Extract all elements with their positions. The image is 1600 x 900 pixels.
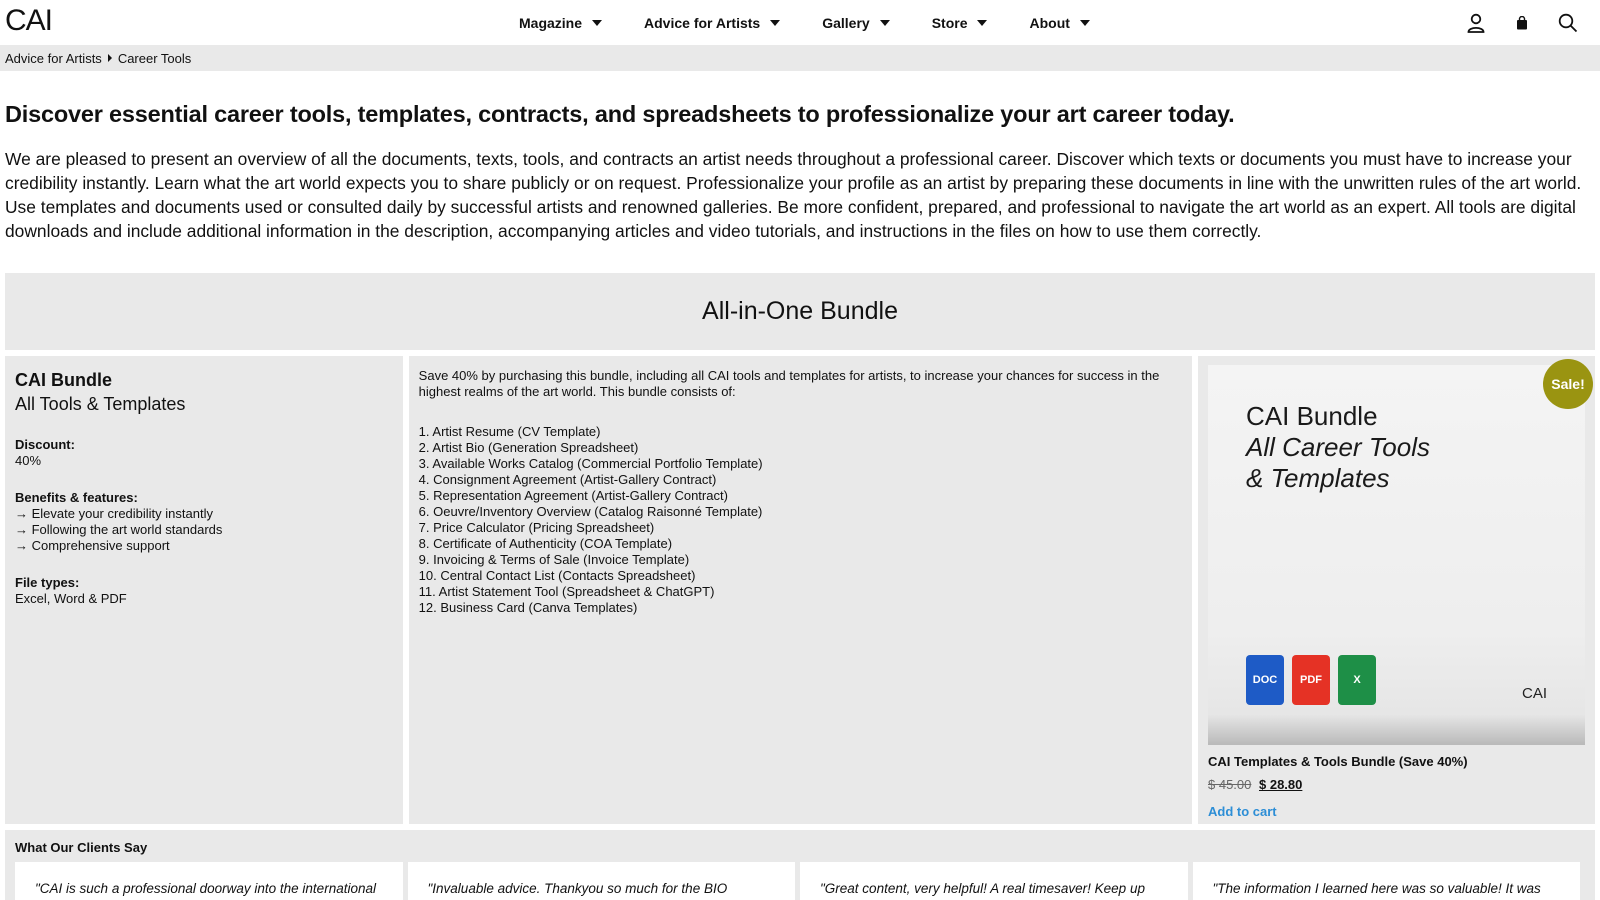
site-header — [0, 0, 1600, 45]
file-type-icons — [1246, 655, 1384, 705]
benefits-label: Benefits & features: — [15, 490, 138, 505]
benefit-item: → Comprehensive support — [15, 538, 170, 553]
nav-advice-label: Advice for Artists — [644, 14, 761, 31]
benefit-item: → Following the art world standards — [15, 522, 223, 537]
list-item: 4. Consignment Agreement (Artist-Gallery Contract) — [418, 472, 717, 487]
product-image[interactable] — [1208, 365, 1585, 745]
testimonials-row — [15, 862, 1585, 900]
bundle-section-title-text: All-in-One Bundle — [702, 297, 898, 325]
bundle-name: CAI Bundle — [15, 370, 112, 390]
discount-label: Discount: — [15, 437, 75, 452]
nav-magazine-label: Magazine — [519, 14, 583, 31]
nav-store-label: Store — [931, 14, 968, 31]
breadcrumb — [0, 45, 1600, 71]
testimonial-card: "CAI is such a professional doorway into the international — [15, 862, 403, 900]
testimonials-title: What Our Clients Say — [15, 840, 148, 855]
chevron-down-icon — [977, 20, 987, 26]
doc-icon: DOC — [1246, 655, 1284, 705]
product-prices — [1208, 777, 1585, 792]
chevron-down-icon — [770, 20, 780, 26]
bundle-description-text: Save 40% by purchasing this bundle, including all CAI tools and templates for artists, to increase your chances for success in the highest realms of the art world. This bundle consists of: — [418, 368, 1160, 399]
filetypes-value: Excel, Word & PDF — [15, 591, 127, 606]
user-icon[interactable] — [1462, 9, 1490, 37]
list-item: 10. Central Contact List (Contacts Spreadsheet) — [418, 568, 696, 583]
nav-gallery[interactable] — [822, 15, 889, 31]
main-nav — [519, 0, 1132, 45]
product-image-title-line: & Templates — [1246, 463, 1390, 493]
bundle-row — [5, 356, 1595, 824]
discount-value: 40% — [15, 453, 42, 468]
list-item: 12. Business Card (Canva Templates) — [418, 600, 638, 615]
excel-icon: X — [1338, 655, 1376, 705]
bag-icon[interactable] — [1508, 9, 1536, 37]
benefit-item: → Elevate your credibility instantly — [15, 506, 213, 521]
list-item: 3. Available Works Catalog (Commercial Portfolio Template) — [418, 456, 763, 471]
bundle-items-list — [419, 424, 1182, 616]
site-logo[interactable]: CAI — [5, 4, 53, 37]
list-item: 6. Oeuvre/Inventory Overview (Catalog Raisonné Template) — [418, 504, 763, 519]
list-item: 7. Price Calculator (Pricing Spreadsheet) — [418, 520, 655, 535]
list-item: 1. Artist Resume (CV Template) — [418, 424, 601, 439]
intro-paragraph: We are pleased to present an overview of all the documents, texts, tools, and contracts an artist needs throughout a professional career. Discover which texts or documents you must have to increase your credibility instantly. Learn what the art world expects you to share publicly or on request. Professionalize your profile as an artist by preparing these documents in line with the unwritten rules of the art world. Use templates and documents used or consulted daily by successful artists and renowned galleries. Be more confident, prepared, and professional to navigate the art world as an expert. All tools are digital downloads and include additional information in the description, accompanying articles and video tutorials, and instructions in the files on how to use them correctly. — [5, 149, 1582, 241]
search-icon[interactable] — [1554, 9, 1582, 37]
testimonial-card: "Invaluable advice. Thankyou so much for the BIO — [408, 862, 796, 900]
list-item: 2. Artist Bio (Generation Spreadsheet) — [418, 440, 639, 455]
bundle-section-title — [5, 273, 1595, 350]
nav-about-label: About — [1029, 14, 1070, 31]
page-title: Discover essential career tools, templates, contracts, and spreadsheets to professionalize your art career today. — [5, 101, 1235, 127]
bundle-summary — [5, 356, 403, 824]
breadcrumb-separator-icon — [108, 54, 112, 62]
bundle-description — [409, 356, 1192, 824]
bundle-subtitle: All Tools & Templates — [15, 394, 186, 414]
new-price: $ 28.80 — [1259, 777, 1303, 792]
nav-advice-for-artists[interactable] — [644, 15, 780, 31]
list-item: 5. Representation Agreement (Artist-Gallery Contract) — [418, 488, 728, 503]
product-card — [1198, 356, 1595, 824]
chevron-down-icon — [592, 20, 602, 26]
testimonial-card: "The information I learned here was so valuable! It was — [1193, 862, 1581, 900]
add-to-cart-button[interactable]: Add to cart — [1208, 804, 1277, 819]
sale-badge: Sale! — [1543, 359, 1593, 409]
testimonials-section — [5, 830, 1595, 900]
list-item: 9. Invoicing & Terms of Sale (Invoice Template) — [418, 552, 690, 567]
nav-gallery-label: Gallery — [822, 14, 870, 31]
product-image-title-line: All Career Tools — [1246, 432, 1431, 462]
product-image-brand: CAI — [1521, 685, 1547, 702]
product-image-title-line: CAI Bundle — [1246, 401, 1378, 431]
header-actions — [1462, 0, 1600, 45]
breadcrumb-career-tools[interactable]: Career Tools — [117, 50, 192, 66]
nav-magazine[interactable] — [519, 15, 602, 31]
chevron-down-icon — [880, 20, 890, 26]
list-item: 11. Artist Statement Tool (Spreadsheet & ChatGPT) — [418, 584, 715, 599]
list-item: 8. Certificate of Authenticity (COA Template) — [418, 536, 673, 551]
product-name[interactable]: CAI Templates & Tools Bundle (Save 40%) — [1208, 754, 1468, 769]
filetypes-label: File types: — [15, 575, 80, 590]
nav-store[interactable] — [932, 15, 988, 31]
testimonial-card: "Great content, very helpful! A real timesaver! Keep up — [800, 862, 1188, 900]
old-price: $ 45.00 — [1208, 777, 1252, 792]
nav-about[interactable] — [1029, 15, 1089, 31]
product-image-title — [1246, 401, 1430, 494]
chevron-down-icon — [1080, 20, 1090, 26]
pdf-icon: PDF — [1292, 655, 1330, 705]
breadcrumb-advice-for-artists[interactable]: Advice for Artists — [5, 50, 102, 66]
